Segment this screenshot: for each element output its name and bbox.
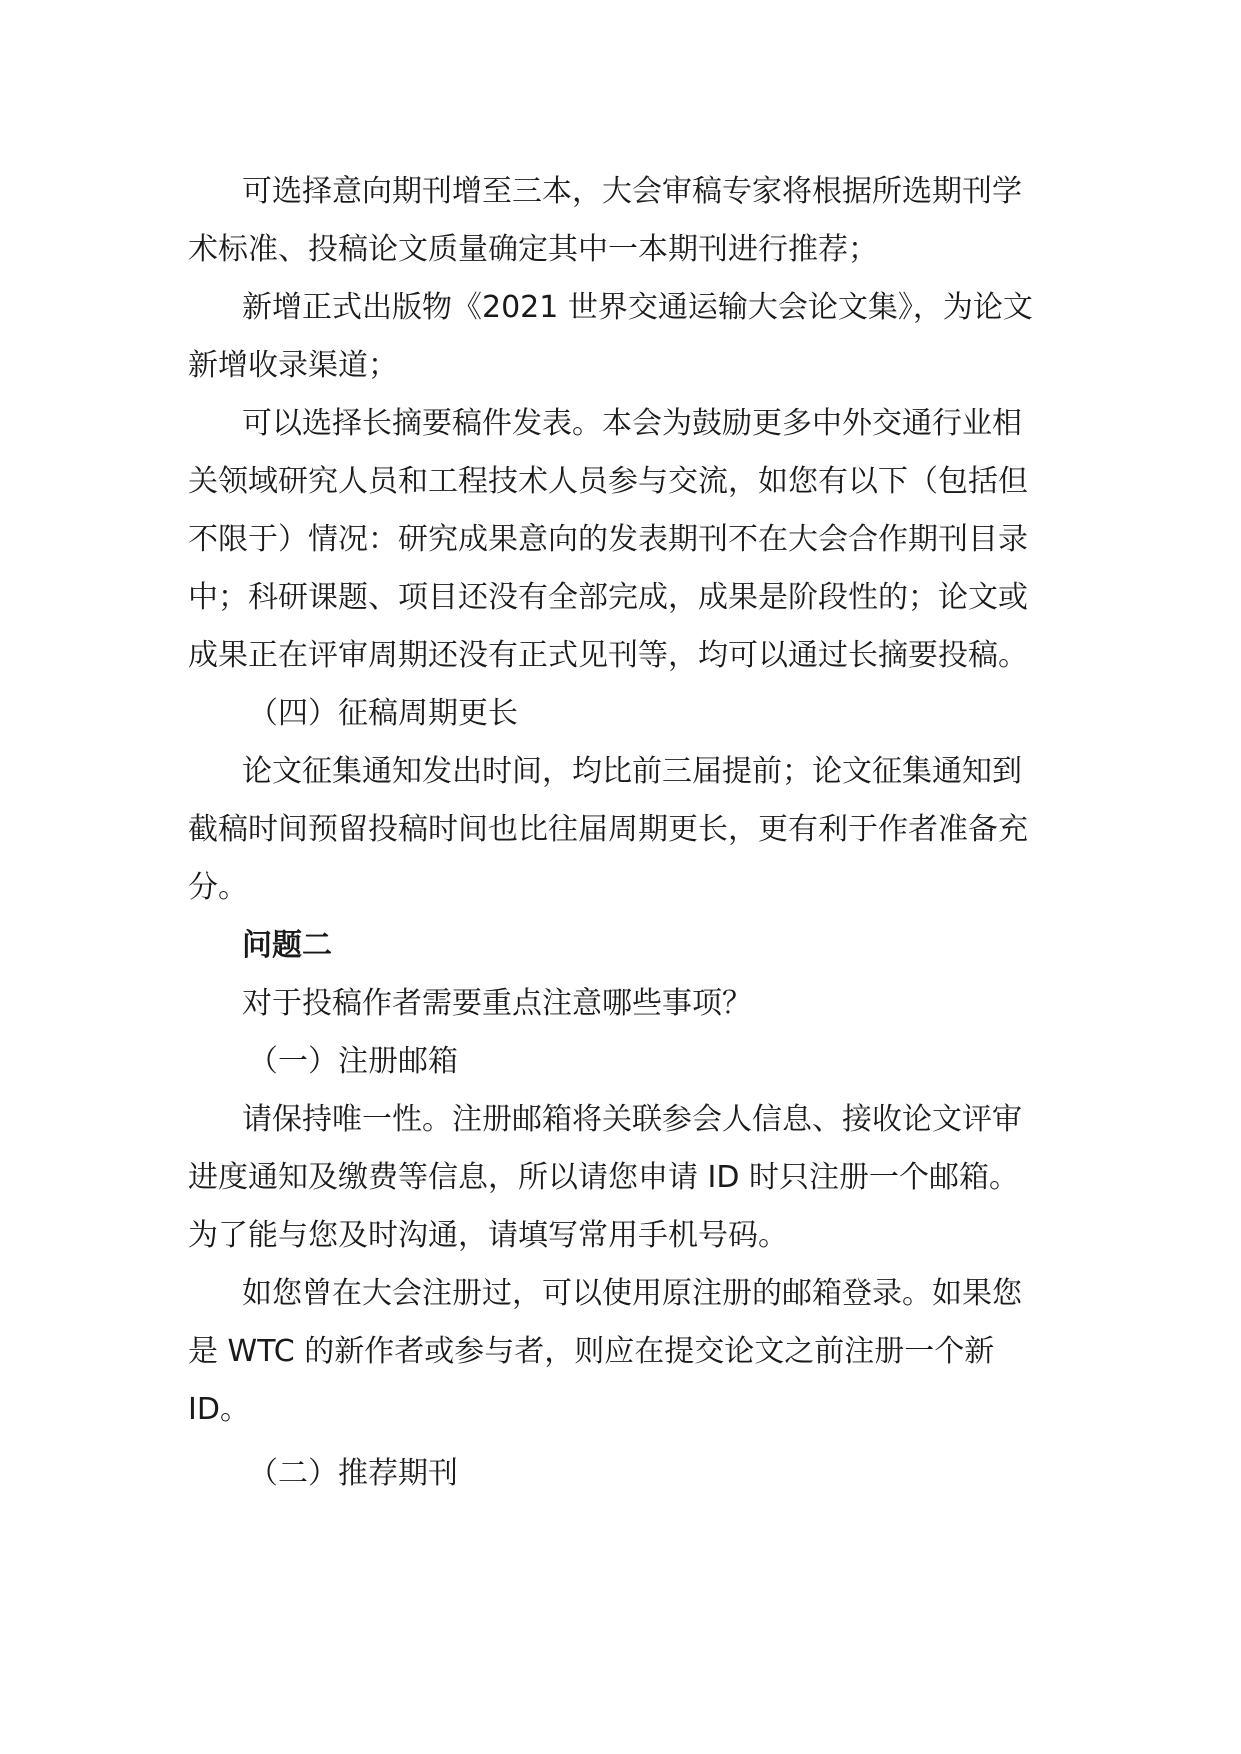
paragraph-line: 论文征集通知发出时间，均比前三届提前；论文征集通知到 xyxy=(242,754,1022,789)
paragraph-line: 新增正式出版物《2021 世界交通运输大会论文集》，为论文 xyxy=(242,290,1033,325)
paragraph-line: ID。 xyxy=(188,1392,250,1427)
paragraph-line: 分。 xyxy=(188,870,248,905)
section-heading: （一）注册邮箱 xyxy=(248,1044,458,1079)
paragraph-line: 如您曾在大会注册过，可以使用原注册的邮箱登录。如果您 xyxy=(242,1276,1022,1311)
section-heading: （二）推荐期刊 xyxy=(248,1456,458,1491)
section-heading: （四）征稿周期更长 xyxy=(248,696,518,731)
paragraph-line: 是 WTC 的新作者或参与者，则应在提交论文之前注册一个新 xyxy=(188,1334,995,1369)
paragraph-line: 可选择意向期刊增至三本，大会审稿专家将根据所选期刊学 xyxy=(242,174,1022,209)
paragraph-line: 新增收录渠道； xyxy=(188,348,398,383)
paragraph-line: 成果正在评审周期还没有正式见刊等，均可以通过长摘要投稿。 xyxy=(188,638,1028,673)
question-heading: 问题二 xyxy=(242,928,332,963)
paragraph-line: 中；科研课题、项目还没有全部完成，成果是阶段性的；论文或 xyxy=(188,580,1028,615)
paragraph-line: 可以选择长摘要稿件发表。本会为鼓励更多中外交通行业相 xyxy=(242,406,1022,441)
paragraph-line: 请保持唯一性。注册邮箱将关联参会人信息、接收论文评审 xyxy=(242,1102,1022,1137)
paragraph-line: 进度通知及缴费等信息，所以请您申请 ID 时只注册一个邮箱。 xyxy=(188,1160,1020,1195)
paragraph-line: 截稿时间预留投稿时间也比往届周期更长，更有利于作者准备充 xyxy=(188,812,1028,847)
document-page xyxy=(188,163,1058,1503)
paragraph-line: 不限于）情况：研究成果意向的发表期刊不在大会合作期刊目录 xyxy=(188,522,1028,557)
paragraph-line: 关领域研究人员和工程技术人员参与交流，如您有以下（包括但 xyxy=(188,464,1028,499)
paragraph-line: 为了能与您及时沟通，请填写常用手机号码。 xyxy=(188,1218,788,1253)
question-text: 对于投稿作者需要重点注意哪些事项？ xyxy=(242,986,752,1021)
paragraph-line: 术标准、投稿论文质量确定其中一本期刊进行推荐； xyxy=(188,232,878,267)
